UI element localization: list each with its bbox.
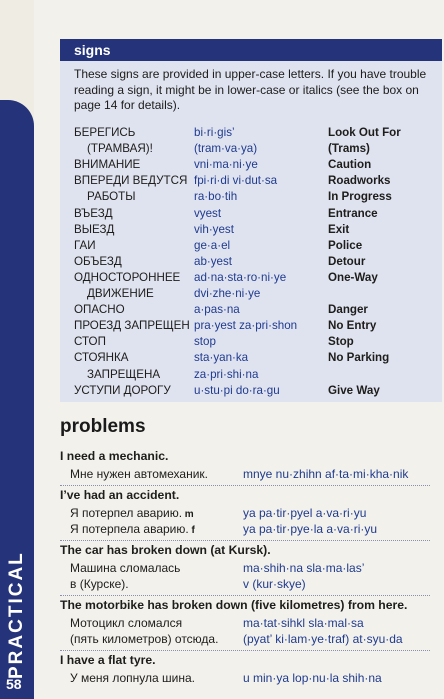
- sign-pronunciation: vyest: [194, 206, 222, 220]
- sign-pronunciation: stop: [194, 335, 216, 349]
- sign-english: In Progress: [328, 190, 392, 204]
- sign-row: [74, 173, 434, 189]
- sign-pronunciation: fpi·ri·di vi·dut·sa: [194, 174, 278, 188]
- phrase-russian-text: (пять километров) отсюда.: [70, 632, 219, 646]
- phrase-divider: [60, 485, 430, 487]
- sign-english: Danger: [328, 303, 368, 317]
- sign-row: [74, 350, 434, 366]
- phrase-pronunciation: ya pa·tir·pyel a·va·ri·yu: [243, 506, 367, 520]
- sign-pronunciation: (tram·va·ya): [194, 142, 258, 156]
- sign-pronunciation: a·pas·na: [194, 303, 240, 317]
- phrase-pronunciation: (pyat’ ki·lam·ye·traf) at·syu·da: [243, 632, 403, 646]
- sign-row: [74, 141, 434, 157]
- sign-pronunciation: vni·ma·ni·ye: [194, 158, 258, 172]
- phrase-russian: [70, 576, 129, 592]
- sign-english: Exit: [328, 222, 350, 236]
- sign-english: Detour: [328, 254, 366, 268]
- sign-row: [74, 318, 434, 334]
- phrase-russian: [70, 521, 195, 539]
- sign-row: [74, 334, 434, 350]
- phrase-translation: [70, 505, 430, 521]
- sign-row: [74, 254, 434, 270]
- phrase-translation: [70, 560, 430, 576]
- phrase-divider: [60, 650, 430, 652]
- sign-pronunciation: bi·ri·gis’: [194, 126, 235, 139]
- sign-english: Roadworks: [328, 174, 391, 188]
- phrase-translation: [70, 631, 430, 647]
- page-number: 58: [6, 676, 22, 692]
- sign-russian: ВНИМАНИЕ: [74, 158, 141, 172]
- phrase-pronunciation: ma·shih·na sla·ma·las’: [243, 561, 365, 575]
- sign-row: [74, 125, 434, 141]
- phrase-pronunciation: mnye nu·zhihn af·ta·mi·kha·nik: [243, 467, 409, 481]
- sign-english: (Trams): [328, 142, 370, 156]
- gender-marker: m: [182, 509, 194, 520]
- signs-box: [60, 39, 442, 402]
- sign-russian: УСТУПИ ДОРОГУ: [74, 383, 171, 397]
- phrase-pronunciation: v (kur·skye): [243, 577, 306, 591]
- sign-english: Look Out For: [328, 126, 401, 139]
- sign-english: Caution: [328, 158, 372, 172]
- phrase-russian-text: Мне нужен автомеханик.: [70, 467, 208, 481]
- sign-english: One-Way: [328, 270, 378, 284]
- phrase-russian: [70, 631, 218, 647]
- phrase-divider: [60, 540, 430, 542]
- phrase-russian: [70, 615, 182, 631]
- sign-russian: ВПЕРЕДИ ВЕДУТСЯ: [74, 174, 188, 188]
- sign-pronunciation: u·stu·pi do·ra·gu: [194, 383, 280, 397]
- sign-russian: ВЪЕЗД: [74, 206, 113, 220]
- sign-row: [74, 367, 434, 383]
- sign-pronunciation: dvi·zhe·ni·ye: [194, 287, 261, 300]
- sign-row: [74, 238, 434, 254]
- sign-english: Entrance: [328, 206, 378, 220]
- sign-english: No Entry: [328, 319, 377, 333]
- phrase-pronunciation: ya pa·tir·pye·la a·va·ri·yu: [243, 522, 378, 536]
- sign-russian: СТОП: [74, 335, 106, 349]
- sign-row: [74, 189, 434, 205]
- phrase-russian-text: Я потерпел аварию.: [70, 506, 183, 520]
- sign-pronunciation: vih·yest: [194, 222, 234, 236]
- sign-english: Police: [328, 238, 363, 252]
- phrase-russian: [70, 466, 208, 482]
- sign-russian: РАБОТЫ: [87, 190, 136, 204]
- phrase-russian: [70, 670, 195, 686]
- sign-row: [74, 222, 434, 238]
- phrase-russian-text: в (Курске).: [70, 577, 129, 591]
- phrase-translation: [70, 466, 430, 482]
- sign-russian: ПРОЕЗД ЗАПРЕЩЕН: [74, 319, 190, 333]
- section-label: PRACTICAL: [6, 551, 27, 679]
- sign-russian: БЕРЕГИСЬ: [74, 126, 136, 139]
- sign-russian: ВЫЕЗД: [74, 222, 115, 236]
- phrase-russian-text: Мотоцикл сломался: [70, 616, 183, 630]
- sign-row: [74, 270, 434, 286]
- sign-row: [74, 286, 434, 302]
- phrase-english: The car has broken down (at Kursk).: [60, 543, 271, 557]
- sign-russian: ОДНОСТОРОННЕЕ: [74, 270, 181, 284]
- sign-russian: ДВИЖЕНИЕ: [87, 287, 154, 300]
- sign-russian: ОПАСНО: [74, 303, 125, 317]
- sign-row: [74, 157, 434, 173]
- sign-pronunciation: sta·yan·ka: [194, 351, 249, 365]
- sign-russian: СТОЯНКА: [74, 351, 129, 365]
- phrase-translation: [70, 615, 430, 631]
- phrase-russian: [70, 560, 180, 576]
- phrase-russian-text: Я потерпела аварию.: [70, 522, 189, 536]
- sign-pronunciation: ra·bo·tih: [194, 190, 238, 204]
- sign-english: Give Way: [328, 383, 380, 397]
- signs-heading: signs: [60, 39, 442, 61]
- phrase-english: I’ve had an accident.: [60, 488, 180, 502]
- sign-pronunciation: ad·na·sta·ro·ni·ye: [194, 270, 287, 284]
- sign-row: [74, 206, 434, 222]
- signs-intro: These signs are provided in upper-case letters. If you have trouble reading a sign, it might be in lower-case or italics (see the box on page 14 for details).: [74, 67, 427, 112]
- sign-pronunciation: ge·a·el: [194, 238, 231, 252]
- sign-russian: ЗАПРЕЩЕНА: [87, 367, 161, 381]
- phrase-pronunciation: ma·tat·sihkl sla·mal·sa: [243, 616, 364, 630]
- problems-heading: problems: [60, 416, 146, 437]
- sign-row: [74, 302, 434, 318]
- gender-marker: f: [188, 525, 195, 536]
- sign-english: Stop: [328, 335, 354, 349]
- phrase-russian-text: Машина сломалась: [70, 561, 181, 575]
- sign-english: No Parking: [328, 351, 390, 365]
- sign-pronunciation: pra·yest za·pri·shon: [194, 319, 298, 333]
- sign-russian: (ТРАМВАЯ)!: [87, 142, 153, 156]
- phrase-translation: [70, 576, 430, 592]
- phrase-divider: [60, 595, 430, 597]
- sign-pronunciation: za·pri·shi·na: [194, 367, 259, 381]
- phrase-pronunciation: u min·ya lop·nu·la shih·na: [243, 671, 382, 685]
- phrase-translation: [70, 670, 430, 686]
- sign-row: [74, 383, 434, 399]
- sign-russian: ОБЪЕЗД: [74, 254, 122, 268]
- phrase-english: The motorbike has broken down (five kilometres) from here.: [60, 598, 408, 612]
- phrase-translation: [70, 521, 430, 537]
- phrase-english: I need a mechanic.: [60, 449, 169, 463]
- sign-russian: ГАИ: [74, 238, 96, 252]
- phrase-english: I have a flat tyre.: [60, 653, 156, 667]
- phrase-russian-text: У меня лопнула шина.: [70, 671, 195, 685]
- sign-pronunciation: ab·yest: [194, 254, 233, 268]
